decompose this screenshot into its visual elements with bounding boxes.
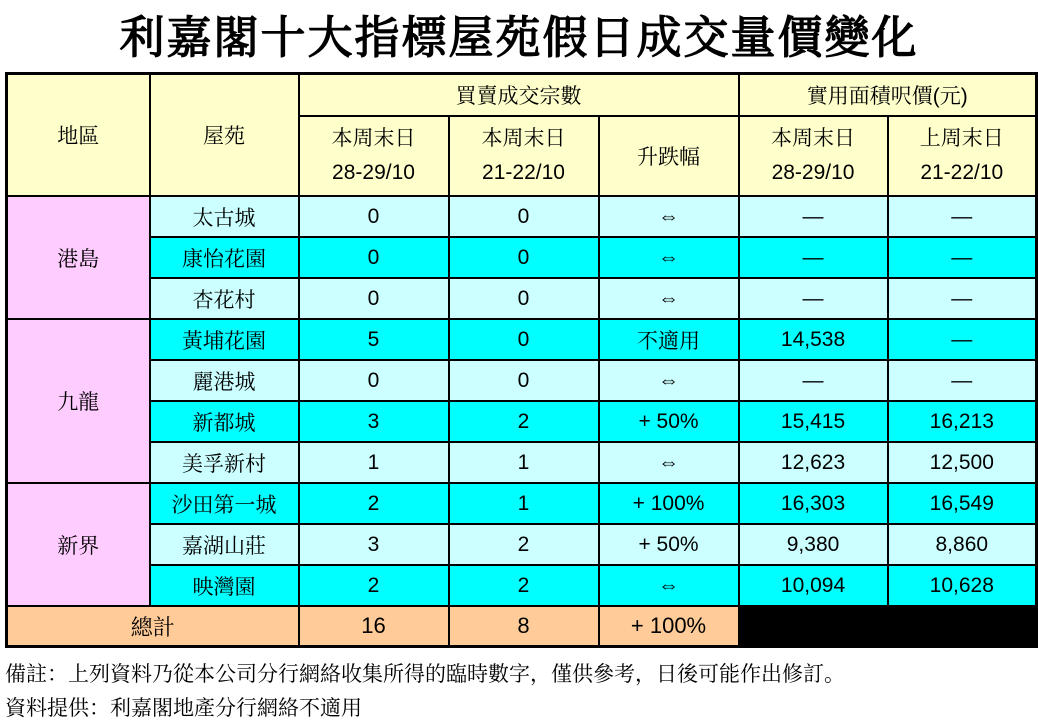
table-row <box>7 196 1037 237</box>
footnote-remark: 備註：上列資料乃從本公司分行網絡收集所得的臨時數字，僅供參考，日後可能作出修訂。 <box>5 663 845 686</box>
estate-cell: 嘉湖山莊 <box>150 524 299 565</box>
change-cell: ⇔ <box>599 360 739 401</box>
price-this-week-cell: — <box>739 278 888 319</box>
tx-last-week-cell: 1 <box>449 442 599 483</box>
tx-last-week-cell: 0 <box>449 237 599 278</box>
total-tx-this-week-cell: 16 <box>299 606 449 647</box>
change-cell: ⇔ <box>599 565 739 606</box>
price-last-week-cell: 16,213 <box>888 401 1037 442</box>
price-last-week-cell: 12,500 <box>888 442 1037 483</box>
change-cell: ⇔ <box>599 237 739 278</box>
estate-cell: 麗港城 <box>150 360 299 401</box>
header-region: 地區 <box>7 74 150 197</box>
estate-cell: 杏花村 <box>150 278 299 319</box>
table-row <box>7 565 1037 606</box>
header-tx-last-week <box>449 116 599 196</box>
header-change: 升跌幅 <box>599 116 739 196</box>
tx-last-week-cell: 2 <box>449 401 599 442</box>
header-estate: 屋苑 <box>150 74 299 197</box>
tx-last-week-cell: 0 <box>449 360 599 401</box>
price-last-week-cell: — <box>888 319 1037 360</box>
table-row <box>7 442 1037 483</box>
change-cell: + 50% <box>599 401 739 442</box>
tx-this-week-cell: 2 <box>299 483 449 524</box>
header-tx-this-week-dates: 28-29/10 <box>332 160 415 184</box>
price-this-week-cell: — <box>739 360 888 401</box>
region-cell-hk-island: 港島 <box>7 196 150 319</box>
table-row <box>7 401 1037 442</box>
table-row <box>7 360 1037 401</box>
data-table <box>5 72 1038 648</box>
table-row <box>7 237 1037 278</box>
tx-this-week-cell: 1 <box>299 442 449 483</box>
table-row <box>7 483 1037 524</box>
table-row <box>7 278 1037 319</box>
change-cell: + 50% <box>599 524 739 565</box>
change-cell: ⇔ <box>599 442 739 483</box>
region-cell-kowloon: 九龍 <box>7 319 150 483</box>
price-last-week-cell: — <box>888 237 1037 278</box>
header-price-last-week <box>888 116 1037 196</box>
tx-last-week-cell: 0 <box>449 319 599 360</box>
header-price-this-week-dates: 28-29/10 <box>771 160 855 184</box>
header-group-row <box>7 74 1037 117</box>
tx-last-week-cell: 2 <box>449 524 599 565</box>
change-cell: ⇔ <box>599 278 739 319</box>
header-price-this-week-label: 本周末日 <box>771 127 856 151</box>
tx-last-week-cell: 0 <box>449 196 599 237</box>
header-tx-last-week-dates: 21-22/10 <box>482 160 565 184</box>
change-cell: + 100% <box>599 483 739 524</box>
tx-last-week-cell: 0 <box>449 278 599 319</box>
region-cell-new-territories: 新界 <box>7 483 150 606</box>
tx-this-week-cell: 0 <box>299 196 449 237</box>
header-tx-last-week-label: 本周末日 <box>481 127 566 151</box>
header-price-group: 實用面積呎價(元) <box>739 74 1037 117</box>
footnotes <box>5 658 1038 726</box>
tx-this-week-cell: 2 <box>299 565 449 606</box>
tx-this-week-cell: 3 <box>299 524 449 565</box>
price-this-week-cell: — <box>739 196 888 237</box>
header-tx-this-week <box>299 116 449 196</box>
price-last-week-cell: 16,549 <box>888 483 1037 524</box>
header-price-last-week-label: 上周末日 <box>919 127 1004 151</box>
estate-cell: 黃埔花園 <box>150 319 299 360</box>
price-last-week-cell: — <box>888 196 1037 237</box>
change-cell: ⇔ <box>599 196 739 237</box>
total-label-cell: 總計 <box>7 606 299 647</box>
page-title: 利嘉閣十大指標屋苑假日成交量價變化 <box>119 11 919 64</box>
footnote-source: 資料提供：利嘉閣地產分行網絡不適用 <box>5 697 362 720</box>
price-last-week-cell: 8,860 <box>888 524 1037 565</box>
price-this-week-cell: — <box>739 237 888 278</box>
estate-cell: 映灣園 <box>150 565 299 606</box>
price-this-week-cell: 12,623 <box>739 442 888 483</box>
estate-cell: 太古城 <box>150 196 299 237</box>
price-this-week-cell: 16,303 <box>739 483 888 524</box>
price-last-week-cell: — <box>888 278 1037 319</box>
header-price-this-week <box>739 116 888 196</box>
header-transactions-group: 買賣成交宗數 <box>299 74 739 117</box>
tx-last-week-cell: 1 <box>449 483 599 524</box>
price-this-week-cell: 14,538 <box>739 319 888 360</box>
price-last-week-cell: 10,628 <box>888 565 1037 606</box>
price-last-week-cell: — <box>888 360 1037 401</box>
change-cell: 不適用 <box>599 319 739 360</box>
header-tx-this-week-label: 本周末日 <box>331 127 416 151</box>
total-row <box>7 606 1037 647</box>
tx-this-week-cell: 3 <box>299 401 449 442</box>
total-change-cell: + 100% <box>599 606 739 647</box>
estate-cell: 美孚新村 <box>150 442 299 483</box>
total-tx-last-week-cell: 8 <box>449 606 599 647</box>
blackout-cell <box>739 606 1037 647</box>
estate-cell: 新都城 <box>150 401 299 442</box>
estate-cell: 康怡花園 <box>150 237 299 278</box>
price-this-week-cell: 15,415 <box>739 401 888 442</box>
tx-this-week-cell: 0 <box>299 237 449 278</box>
estate-cell: 沙田第一城 <box>150 483 299 524</box>
header-price-last-week-dates: 21-22/10 <box>920 160 1004 184</box>
tx-this-week-cell: 0 <box>299 360 449 401</box>
tx-this-week-cell: 0 <box>299 278 449 319</box>
tx-last-week-cell: 2 <box>449 565 599 606</box>
price-this-week-cell: 10,094 <box>739 565 888 606</box>
tx-this-week-cell: 5 <box>299 319 449 360</box>
table-row <box>7 319 1037 360</box>
table-row <box>7 524 1037 565</box>
price-this-week-cell: 9,380 <box>739 524 888 565</box>
